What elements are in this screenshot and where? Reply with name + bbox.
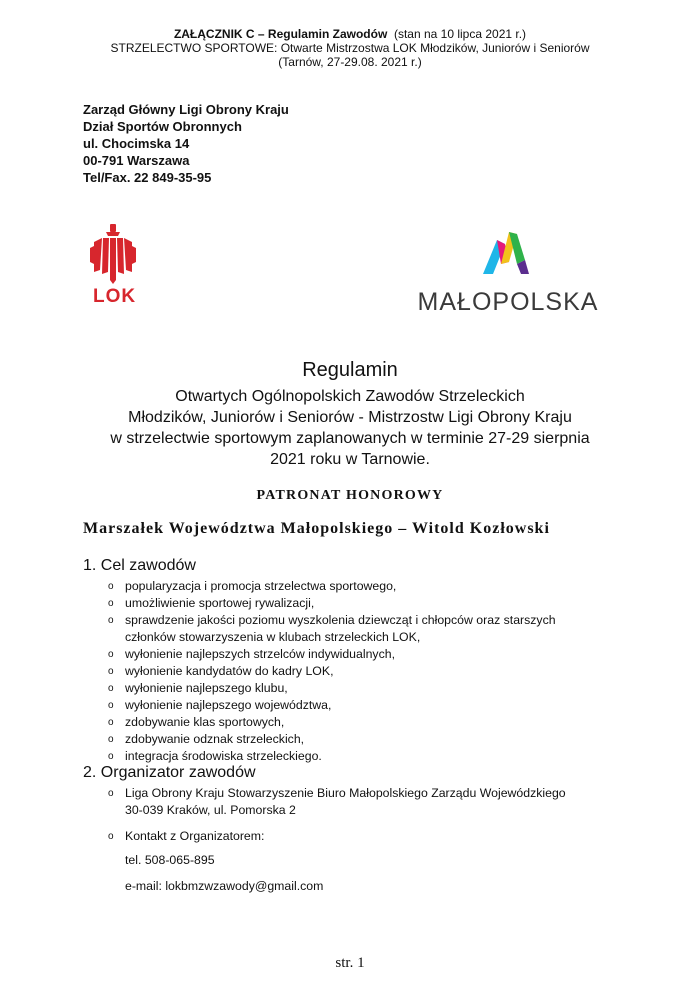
regulation-subtitle-line: w strzelectwie sportowym zaplanowanych w terminie 27-29 sierpnia: [110, 430, 590, 447]
document-header-line2: STRZELECTWO SPORTOWE: Otwarte Mistrzostwa LOK Młodzików, Juniorów i Seniorów: [110, 41, 590, 55]
patronage-name: Marszałek Województwa Małopolskiego – Witold Kozłowski: [83, 520, 550, 537]
list-item: o sprawdzenie jakości poziomu wyszkolenia dziewcząt i chłopców oraz starszych członków stowarzyszenia w klubach strzeleckich LOK,: [108, 613, 556, 644]
section-heading-goals: 1. Cel zawodów: [83, 557, 196, 574]
bullet-icon: o: [108, 788, 114, 799]
address-line: Zarząd Główny Ligi Obrony Kraju: [83, 102, 289, 117]
section-heading-organizer: 2. Organizator zawodów: [83, 764, 256, 781]
list-item: o umożliwienie sportowej rywalizacji,: [108, 596, 315, 610]
page-number: str. 1: [335, 955, 365, 971]
list-item: o Liga Obrony Kraju Stowarzyszenie Biuro Małopolskiego Zarządu Wojewódzkiego 30-039 Kraków, ul. Pomorska 2: [108, 786, 566, 817]
list-item: o Kontakt z Organizatorem:: [108, 829, 265, 843]
bullet-icon: o: [108, 717, 114, 728]
lok-logo-text: LOK: [93, 286, 137, 307]
bullet-icon: o: [108, 700, 114, 711]
contact-email[interactable]: e-mail: lokbmzwzawody@gmail.com: [125, 879, 324, 893]
document-header-line3: (Tarnów, 27-29.08. 2021 r.): [278, 55, 422, 69]
address-line: Dział Sportów Obronnych: [83, 119, 242, 134]
bullet-icon: o: [108, 683, 114, 694]
bullet-icon: o: [108, 649, 114, 660]
list-item-continuation: członków stowarzyszenia w klubach strzeleckich LOK,: [125, 630, 421, 644]
annex-title: ZAŁĄCZNIK C – Regulamin Zawodów: [173, 27, 388, 41]
bullet-icon: o: [108, 831, 114, 842]
patronage-heading: PATRONAT HONOROWY: [256, 488, 444, 503]
bullet-icon: o: [108, 581, 114, 592]
malopolska-logo: [413, 222, 613, 322]
list-item: o zdobywanie odznak strzeleckich,: [108, 732, 305, 746]
bullet-icon: o: [108, 598, 114, 609]
list-item: o wyłonienie najlepszego województwa,: [108, 698, 332, 712]
bullet-icon: o: [108, 734, 114, 745]
contact-phone: tel. 508-065-895: [125, 853, 215, 867]
regulation-subtitle-line: Młodzików, Juniorów i Seniorów - Mistrzostw Ligi Obrony Kraju: [128, 409, 572, 426]
lok-logo: [88, 222, 138, 312]
malopolska-m-icon: [413, 222, 613, 282]
list-item: o wyłonienie kandydatów do kadry LOK,: [108, 664, 334, 678]
organizer-list: [108, 785, 566, 819]
goals-list: [108, 578, 556, 765]
address-line: ul. Chocimska 14: [83, 136, 190, 151]
list-item: o integracja środowiska strzeleckiego.: [108, 749, 322, 763]
document-header-line1: [0, 27, 700, 41]
address-block: [83, 101, 289, 186]
list-item: o popularyzacja i promocja strzelectwa sportowego,: [108, 579, 397, 593]
list-item: o wyłonienie najlepszego klubu,: [108, 681, 288, 695]
address-line: Tel/Fax. 22 849-35-95: [83, 170, 212, 185]
malopolska-logo-text: MAŁOPOLSKA: [417, 288, 599, 316]
regulation-subtitle-line: Otwartych Ogólnopolskich Zawodów Strzeleckich: [175, 388, 525, 405]
bullet-icon: o: [108, 666, 114, 677]
bullet-icon: o: [108, 615, 114, 626]
contact-list: [108, 828, 264, 845]
list-item: o wyłonienie najlepszych strzelców indywidualnych,: [108, 647, 395, 661]
address-line: 00-791 Warszawa: [83, 153, 190, 168]
bullet-icon: o: [108, 751, 114, 762]
regulation-subtitle-line: 2021 roku w Tarnowie.: [270, 451, 430, 468]
regulation-title: Regulamin: [302, 359, 398, 381]
list-item: o zdobywanie klas sportowych,: [108, 715, 285, 729]
annex-date: (stan na 10 lipca 2021 r.): [393, 27, 527, 41]
